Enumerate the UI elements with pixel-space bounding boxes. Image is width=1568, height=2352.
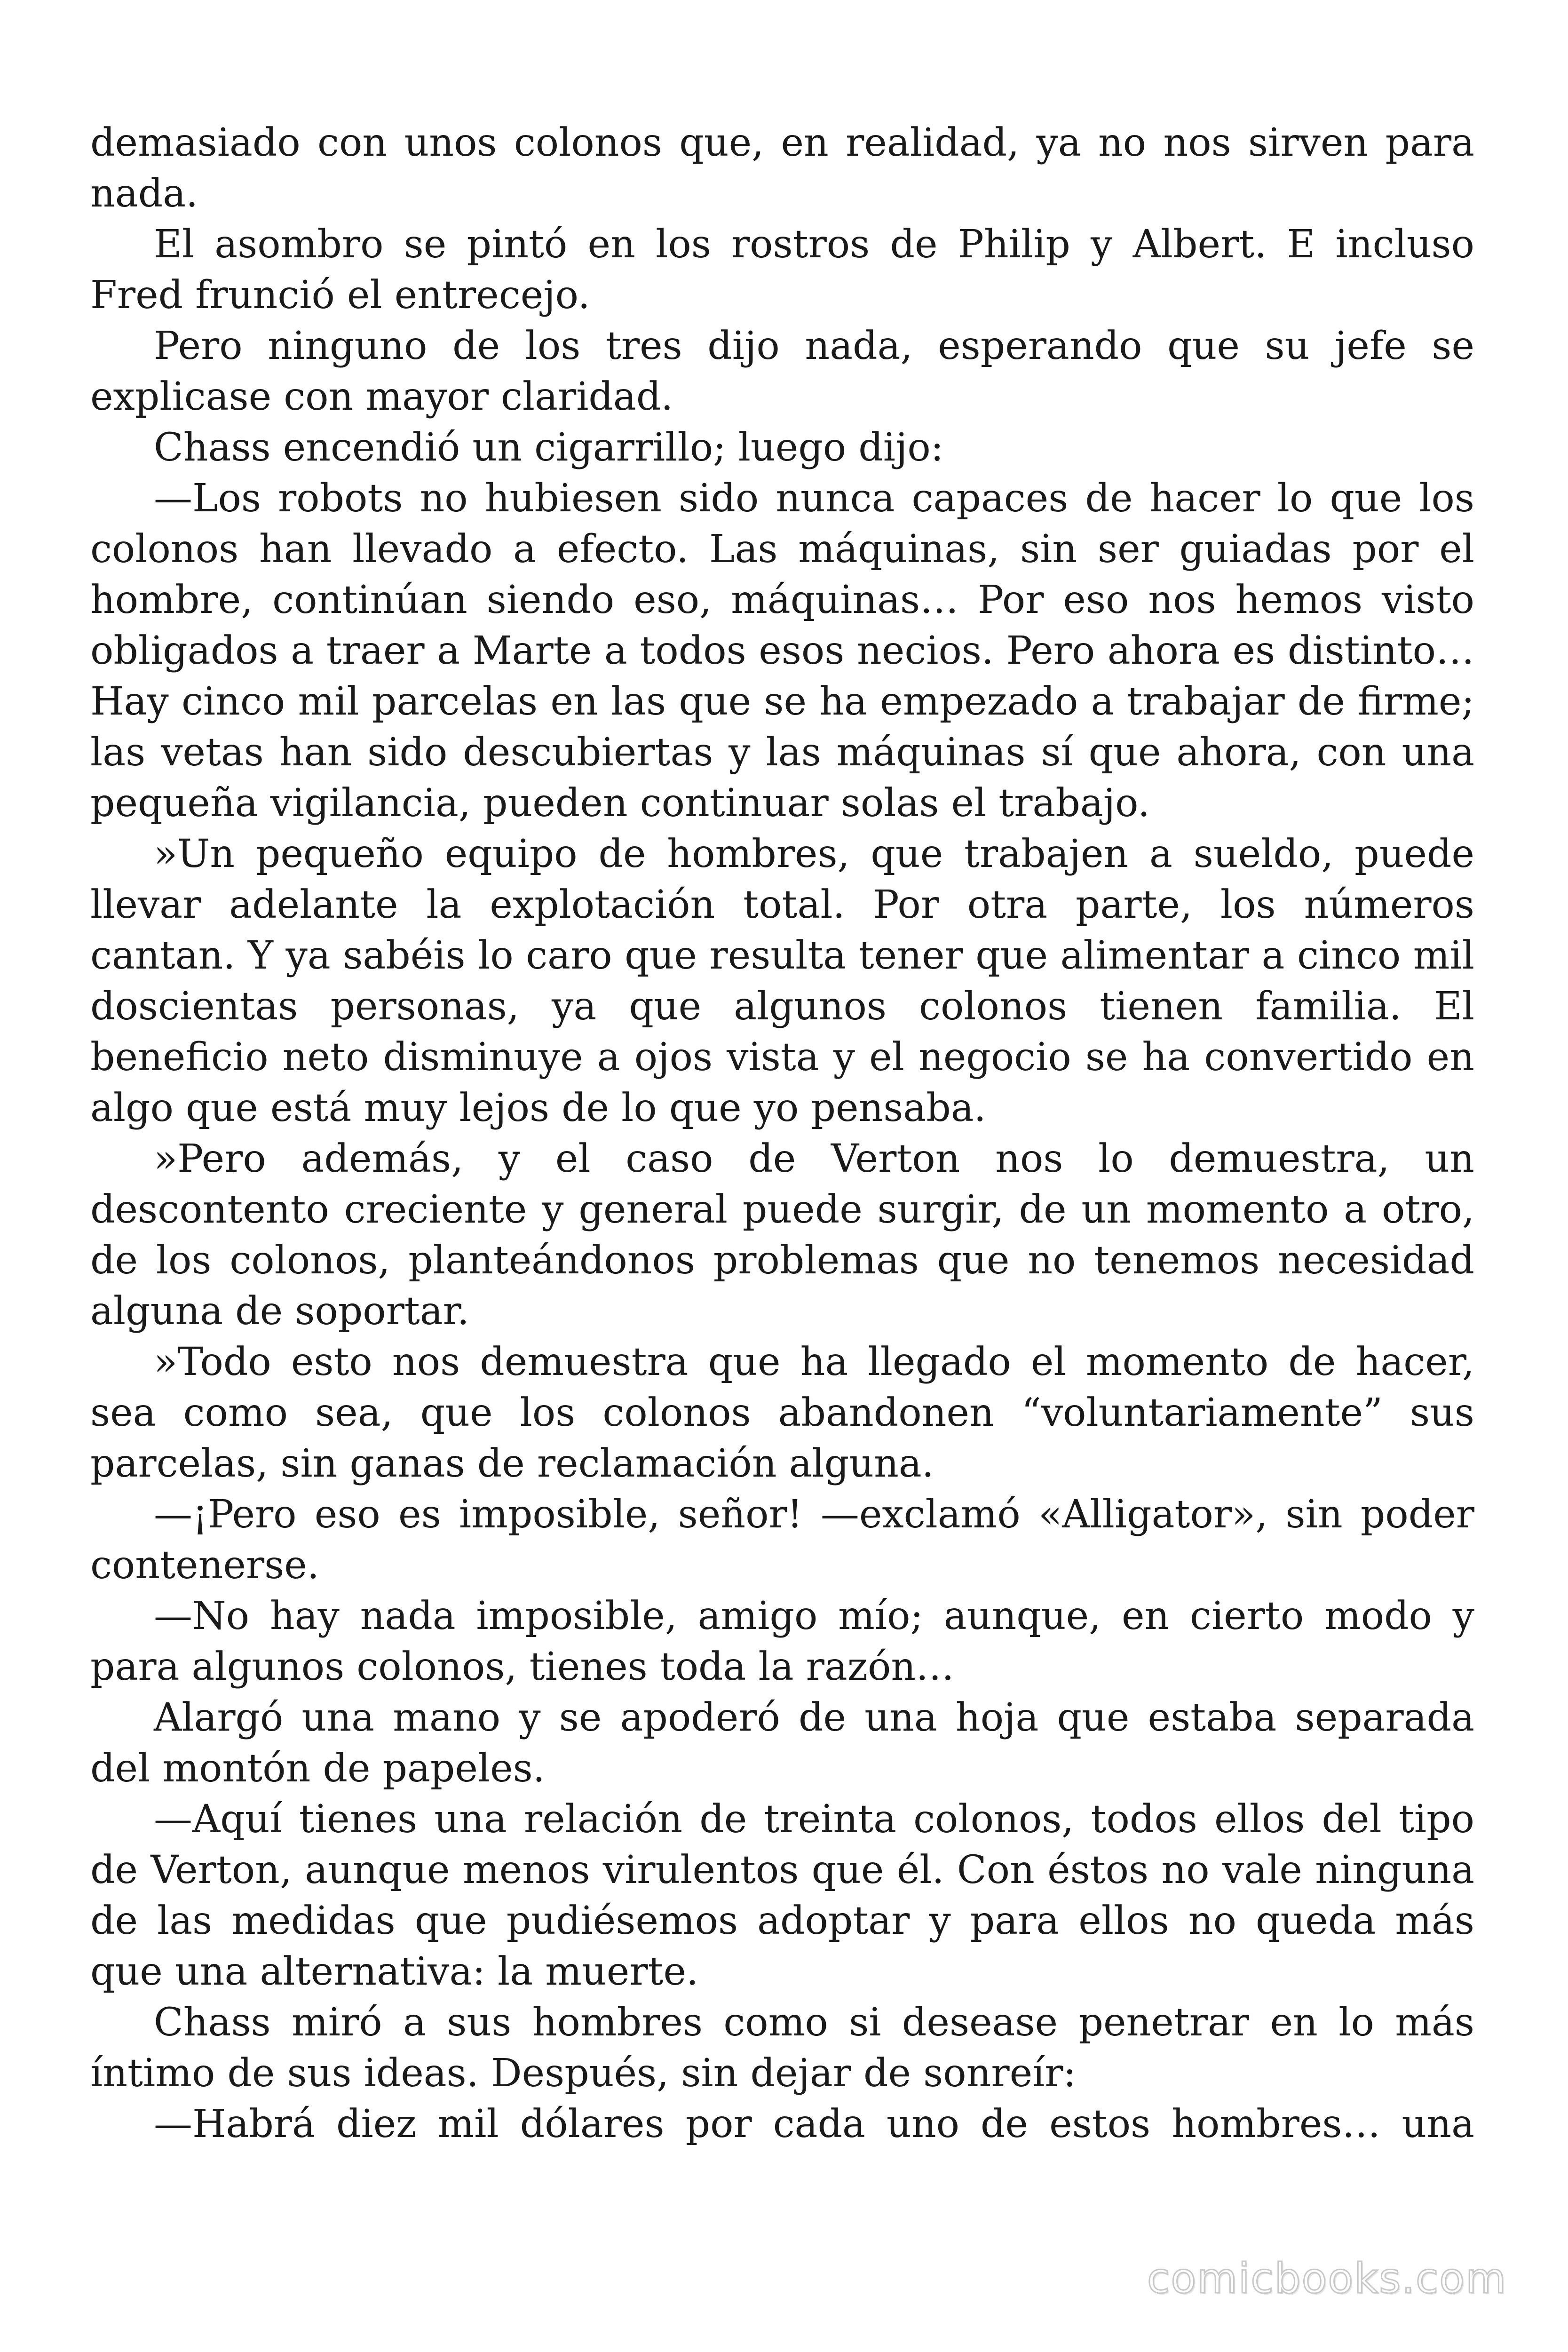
paragraph: demasiado con unos colonos que, en realidad, ya no nos sirven para nada. — [90, 120, 1474, 216]
paragraph: Pero ninguno de los tres dijo nada, esperando que su jefe se explicase con mayor claridad. — [90, 324, 1474, 419]
paragraph: —Habrá diez mil dólares por cada uno de estos hombres… una — [154, 2102, 1474, 2146]
paragraph: »Todo esto nos demuestra que ha llegado el momento de hacer, sea como sea, que los colonos abandonen “voluntariamente” sus parcelas, sin ganas de reclamación alguna. — [90, 1340, 1474, 1486]
paragraph: Chass miró a sus hombres como si desease penetrar en lo más íntimo de sus ideas. Después, sin dejar de sonreír: — [90, 2000, 1474, 2096]
paragraph: —Aquí tienes una relación de treinta colonos, todos ellos del tipo de Verton, aunque menos virulentos que él. Con éstos no vale ninguna de las medidas que pudiésemos adoptar y para ellos no queda más que una alternativa: la muerte. — [90, 1797, 1474, 1994]
watermark: comicbooks.com — [1147, 2254, 1507, 2303]
paragraph: Alargó una mano y se apoderó de una hoja que estaba separada del montón de papeles. — [90, 1695, 1474, 1791]
paragraph: »Pero además, y el caso de Verton nos lo demuestra, un descontento creciente y general puede surgir, de un momento a otro, de los colonos, planteándonos problemas que no tenemos necesidad alguna de soportar. — [90, 1136, 1474, 1334]
body-text — [90, 118, 1474, 2150]
paragraph: Chass encendió un cigarrillo; luego dijo: — [154, 425, 944, 470]
paragraph: —Los robots no hubiesen sido nunca capaces de hacer lo que los colonos han llevado a efecto. Las máquinas, sin ser guiadas por el hombre, continúan siendo eso, máquinas… Por eso nos hemos visto obligados a traer a Marte a todos esos necios. Pero ahora es distinto… Hay cinco mil parcelas en las que se ha empezado a trabajar de firme; las vetas han sido descubiertas y las máquinas sí que ahora, con una pequeña vigilancia, pueden continuar solas el trabajo. — [90, 476, 1474, 826]
paragraph: —¡Pero eso es imposible, señor! —exclamó «Alligator», sin poder contenerse. — [90, 1492, 1474, 1588]
paragraph: El asombro se pintó en los rostros de Philip y Albert. E incluso Fred frunció el entrecejo. — [90, 222, 1474, 318]
paragraph: —No hay nada imposible, amigo mío; aunque, en cierto modo y para algunos colonos, tienes toda la razón… — [90, 1594, 1474, 1689]
paragraph: »Un pequeño equipo de hombres, que trabajen a sueldo, puede llevar adelante la explotación total. Por otra parte, los números cantan. Y ya sabéis lo caro que resulta tener que alimentar a cinco mil doscientas personas, ya que algunos colonos tienen familia. El beneficio neto disminuye a ojos vista y el negocio se ha convertido en algo que está muy lejos de lo que yo pensaba. — [90, 832, 1474, 1130]
